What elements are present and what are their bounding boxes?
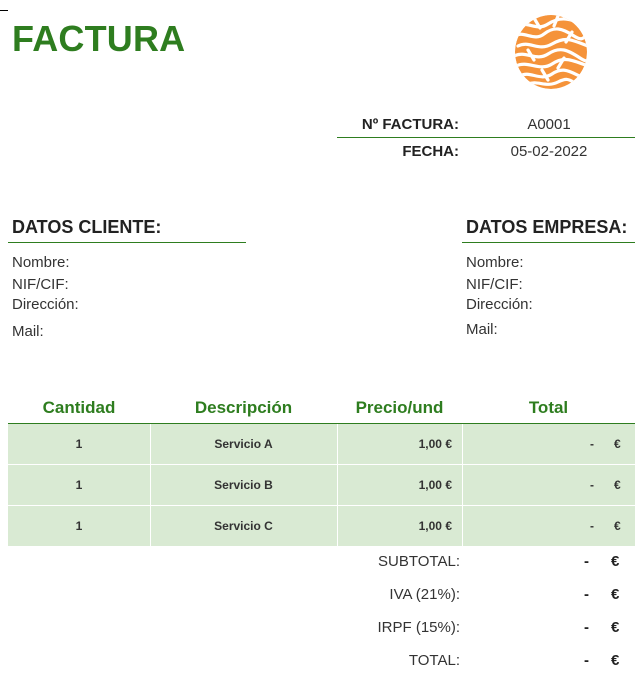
company-section-rule bbox=[462, 242, 635, 243]
row-description: Servicio A bbox=[214, 437, 273, 451]
row-total: - bbox=[590, 478, 594, 492]
invoice-date-value: 05-02-2022 bbox=[510, 143, 588, 160]
subtotal-value: - bbox=[584, 553, 589, 570]
company-logo-icon bbox=[514, 14, 588, 90]
subtotal-currency: € bbox=[611, 553, 620, 570]
cell-separator bbox=[462, 465, 463, 505]
invoice-number-row bbox=[337, 112, 635, 136]
client-section-rule bbox=[8, 242, 246, 243]
iva-value: - bbox=[584, 586, 589, 603]
col-header-quantity: Cantidad bbox=[42, 398, 116, 417]
row-unit-price: 1,00 € bbox=[418, 437, 452, 451]
row-total: - bbox=[590, 437, 594, 451]
total-currency: € bbox=[611, 652, 620, 669]
col-header-total: Total bbox=[528, 398, 569, 417]
table-row bbox=[8, 424, 635, 464]
iva-label: IVA (21%): bbox=[389, 586, 460, 603]
row-description: Servicio C bbox=[214, 519, 273, 533]
client-nif-label: NIF/CIF: bbox=[12, 276, 69, 293]
invoice-number-label: Nº FACTURA: bbox=[361, 116, 459, 133]
row-total: - bbox=[590, 519, 594, 533]
irpf-value: - bbox=[584, 619, 589, 636]
row-quantity: 1 bbox=[75, 437, 83, 451]
company-nif-label: NIF/CIF: bbox=[466, 276, 523, 293]
client-section-title: DATOS CLIENTE: bbox=[12, 217, 162, 237]
cell-separator bbox=[462, 506, 463, 546]
corner-mark bbox=[0, 10, 8, 11]
client-name-label: Nombre: bbox=[12, 254, 70, 271]
total-label: TOTAL: bbox=[408, 652, 460, 669]
row-quantity: 1 bbox=[75, 519, 83, 533]
row-unit-price: 1,00 € bbox=[418, 478, 452, 492]
table-row bbox=[8, 465, 635, 505]
company-mail-label: Mail: bbox=[466, 321, 498, 338]
invoice-date-row bbox=[337, 139, 635, 163]
row-currency: € bbox=[614, 437, 621, 451]
irpf-currency: € bbox=[611, 619, 620, 636]
iva-currency: € bbox=[611, 586, 620, 603]
row-quantity: 1 bbox=[75, 478, 83, 492]
invoice-date-label: FECHA: bbox=[402, 143, 459, 160]
row-currency: € bbox=[614, 519, 621, 533]
client-address-label: Dirección: bbox=[12, 296, 79, 313]
company-section-title: DATOS EMPRESA: bbox=[466, 217, 628, 237]
company-name-label: Nombre: bbox=[466, 254, 524, 271]
row-currency: € bbox=[614, 478, 621, 492]
col-header-description: Descripción bbox=[194, 398, 293, 417]
table-row bbox=[8, 506, 635, 546]
client-mail-label: Mail: bbox=[12, 323, 44, 340]
invoice-number-value: A0001 bbox=[527, 116, 571, 133]
col-header-unit-price: Precio/und bbox=[355, 398, 444, 417]
row-unit-price: 1,00 € bbox=[418, 519, 452, 533]
company-address-label: Dirección: bbox=[466, 296, 533, 313]
invoice-title: FACTURA bbox=[12, 18, 186, 59]
row-description: Servicio B bbox=[214, 478, 273, 492]
total-value: - bbox=[584, 652, 589, 669]
cell-separator bbox=[462, 424, 463, 464]
subtotal-label: SUBTOTAL: bbox=[378, 553, 460, 570]
irpf-label: IRPF (15%): bbox=[377, 619, 460, 636]
invoice-meta-divider bbox=[337, 137, 635, 138]
